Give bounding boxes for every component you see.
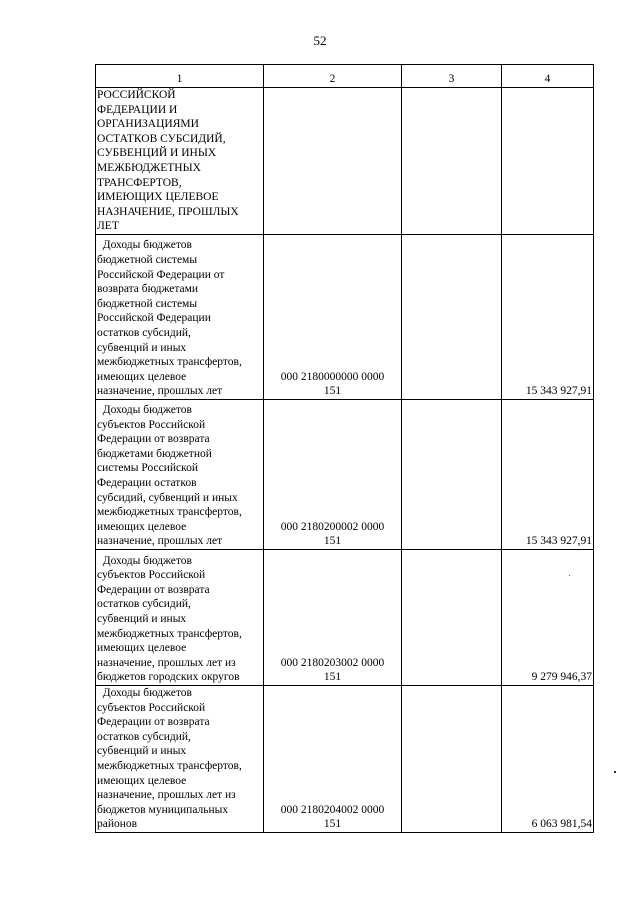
description-line: бюджетной системы — [97, 254, 198, 266]
description-line: Доходы бюджетов — [97, 686, 192, 699]
description-line: остатков субсидий, — [97, 598, 191, 611]
description-line: межбюджетных трансфертов, — [97, 356, 242, 369]
header-col-1: 1 — [96, 65, 264, 88]
row-amount: 15 343 927,91 — [502, 234, 594, 399]
code-line: 000 2180204002 0000 — [280, 803, 385, 816]
description-line: субъектов Российской — [97, 418, 206, 431]
description-line: назначение, прошлых лет из — [97, 789, 236, 802]
row-col3 — [402, 399, 502, 549]
row-amount: 9 279 946,37 — [502, 549, 594, 685]
description-line: ТРАНСФЕРТОВ, — [97, 176, 182, 189]
row-col3 — [402, 549, 502, 685]
description-line: бюджетов городских округов — [97, 671, 240, 684]
description-line: остатков субсидий, — [97, 326, 191, 339]
description-line: Федерации остатков — [97, 476, 197, 489]
row-code — [264, 399, 402, 549]
description-line: бюджетами бюджетной — [97, 447, 212, 460]
description-line: имеющих целевое — [97, 642, 187, 655]
table-row — [96, 234, 594, 399]
description-line: ИМЕЮЩИХ ЦЕЛЕВОЕ — [97, 191, 219, 204]
row-amount: 15 343 927,91 — [502, 399, 594, 549]
row-col3 — [402, 685, 502, 832]
budget-table — [95, 64, 594, 833]
description-line: Российской Федерации — [97, 312, 211, 325]
row-code — [264, 234, 402, 399]
description-line: субсидий, субвенций и иных — [97, 491, 238, 504]
description-line: назначение, прошлых лет — [97, 385, 223, 398]
row-amount: 6 063 981,54 — [502, 685, 594, 832]
description-line: Доходы бюджетов — [97, 239, 192, 252]
description-line: ОСТАТКОВ СУБСИДИЙ, — [97, 132, 226, 145]
description-line: субъектов Российской — [97, 701, 206, 714]
scan-speck — [614, 771, 616, 773]
description-line: назначение, прошлых лет — [97, 535, 223, 548]
table-header-row — [96, 65, 594, 88]
description-line: назначение, прошлых лет из — [97, 656, 236, 669]
description-line: субъектов Российской — [97, 569, 206, 582]
table-row — [96, 88, 594, 235]
row-code — [264, 88, 402, 235]
code-line: 000 2180203002 0000 — [280, 656, 385, 669]
description-line: субвенций и иных — [97, 745, 187, 758]
description-line: возврата бюджетами — [97, 283, 199, 296]
code-line: 000 2180000000 0000 — [280, 370, 385, 383]
row-description — [96, 685, 264, 832]
description-line: межбюджетных трансфертов, — [97, 759, 242, 772]
description-line: Доходы бюджетов — [97, 404, 192, 416]
row-code — [264, 549, 402, 685]
description-line: межбюджетных трансфертов, — [97, 506, 242, 519]
table-row — [96, 549, 594, 685]
row-description — [96, 234, 264, 399]
code-line: 151 — [323, 818, 342, 831]
header-col-2: 2 — [264, 65, 402, 88]
description-line: остатков субсидий, — [97, 730, 191, 743]
row-description — [96, 549, 264, 685]
description-line: ЛЕТ — [97, 220, 119, 233]
row-amount — [502, 88, 594, 235]
row-description — [96, 399, 264, 549]
description-line: бюджетной системы — [97, 297, 198, 310]
description-line: МЕЖБЮДЖЕТНЫХ — [97, 161, 201, 174]
description-line: Федерации от возврата — [97, 583, 210, 596]
description-line: РОССИЙСКОЙ — [97, 89, 176, 101]
row-col3 — [402, 88, 502, 235]
description-line: СУБВЕНЦИЙ И ИНЫХ — [97, 147, 217, 160]
description-line: имеющих целевое — [97, 520, 187, 533]
description-line: имеющих целевое — [97, 774, 187, 787]
description-line: ФЕДЕРАЦИИ И — [97, 103, 178, 116]
description-line: имеющих целевое — [97, 370, 187, 383]
scan-speck — [569, 575, 570, 576]
code-line: 000 2180200002 0000 — [280, 520, 385, 533]
description-line: Федерации от возврата — [97, 716, 210, 729]
description-line: бюджетов муниципальных — [97, 803, 229, 816]
description-line: субвенций и иных — [97, 341, 187, 354]
row-col3 — [402, 234, 502, 399]
description-line: субвенций и иных — [97, 612, 187, 625]
row-code — [264, 685, 402, 832]
description-line: Доходы бюджетов — [97, 554, 192, 567]
table-row — [96, 399, 594, 549]
description-line: системы Российской — [97, 462, 199, 475]
header-col-3: 3 — [402, 65, 502, 88]
page-number: 52 — [313, 33, 327, 48]
description-line: Федерации от возврата — [97, 433, 210, 446]
description-line: межбюджетных трансфертов, — [97, 627, 242, 640]
description-line: районов — [97, 818, 138, 831]
row-description — [96, 88, 264, 235]
code-line: 151 — [323, 671, 342, 684]
header-col-4: 4 — [502, 65, 594, 88]
table-row — [96, 685, 594, 832]
description-line: НАЗНАЧЕНИЕ, ПРОШЛЫХ — [97, 205, 239, 218]
code-line: 151 — [323, 535, 342, 548]
description-line: Российской Федерации от — [97, 268, 225, 281]
description-line: ОРГАНИЗАЦИЯМИ — [97, 118, 199, 131]
code-line: 151 — [323, 385, 342, 398]
